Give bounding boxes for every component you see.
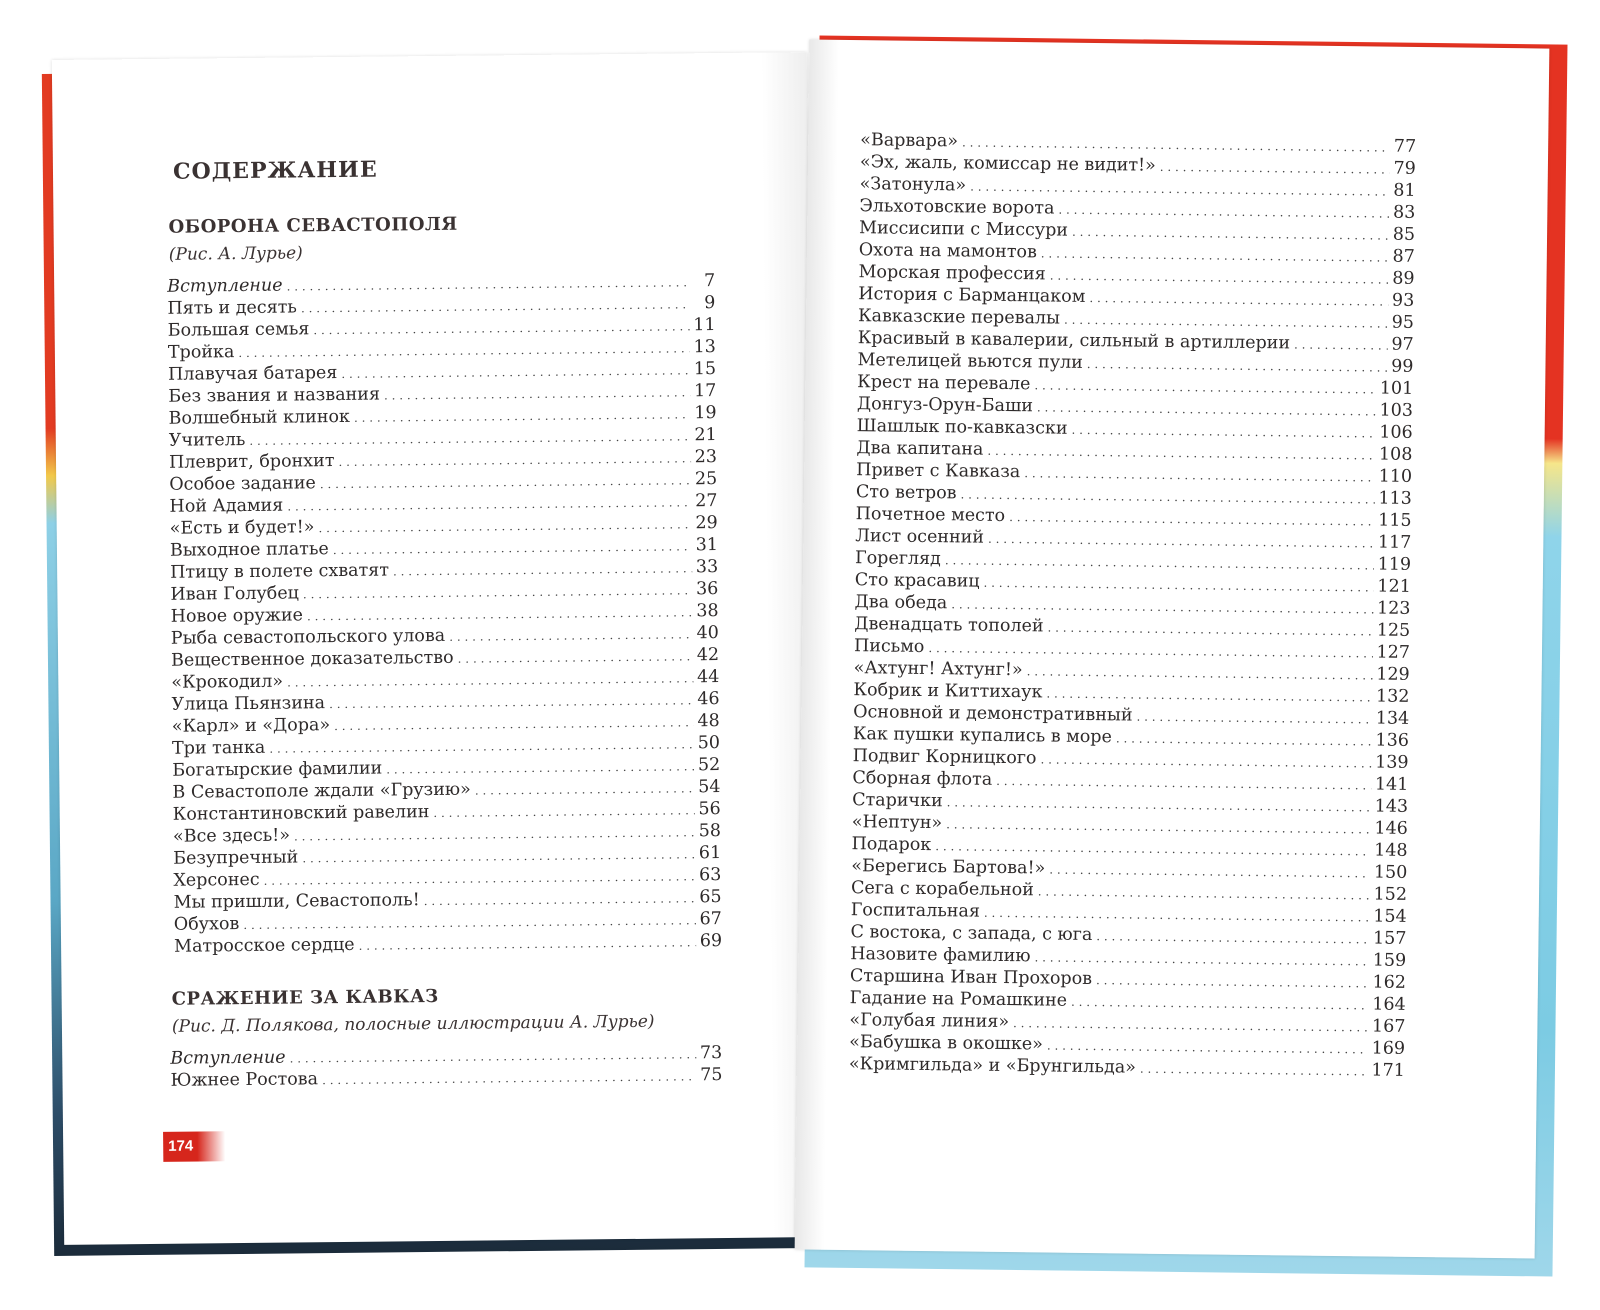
toc-entry-title: Матросское сердце <box>174 934 355 957</box>
toc-leader-dots <box>946 817 1370 836</box>
toc-leader-dots <box>313 319 689 337</box>
toc-entry-title: Лист осенний <box>855 526 985 548</box>
toc-entry-page: 157 <box>1372 928 1407 949</box>
toc-entry-page: 87 <box>1392 246 1415 267</box>
toc-entry-title: «Эх, жаль, комиссар не видит!» <box>859 152 1156 176</box>
toc-entry-page: 50 <box>697 733 721 754</box>
toc-entry-title: Богатырские фамилии <box>172 758 383 781</box>
toc-leader-dots <box>935 839 1370 858</box>
toc-leader-dots <box>341 363 690 381</box>
toc-entry-page: 65 <box>699 887 722 908</box>
toc-leader-dots <box>1096 929 1369 946</box>
toc-leader-dots <box>1034 378 1376 396</box>
toc-entry-title: Вступление <box>167 275 283 297</box>
toc-leader-dots <box>1047 1039 1368 1057</box>
toc-entry-title: Двенадцать тополей <box>854 614 1044 637</box>
toc-entry-title: «Карл» и «Дора» <box>171 715 331 737</box>
toc-entry-title: Херсонес <box>173 869 260 891</box>
toc-entry-title: Учитель <box>168 429 246 451</box>
toc-entry-page: 119 <box>1377 554 1412 575</box>
toc-entry-page: 46 <box>697 689 720 710</box>
toc-entry-page: 123 <box>1376 598 1411 619</box>
toc-leader-dots <box>970 179 1389 198</box>
toc-leader-dots <box>1136 710 1371 727</box>
toc-leader-dots <box>1013 1016 1368 1034</box>
toc-leader-dots <box>307 605 693 623</box>
toc-entry-title: Шашлык по-кавказски <box>856 416 1068 439</box>
toc-leader-dots <box>384 385 690 402</box>
toc-entry-page: 48 <box>697 711 720 732</box>
toc-entry-title: Письмо <box>853 636 925 657</box>
toc-leader-dots <box>1087 357 1387 375</box>
toc-entry-page: 113 <box>1378 488 1412 509</box>
toc-entry-page: 146 <box>1374 818 1408 839</box>
toc-entry-page: 42 <box>696 645 720 666</box>
toc-leader-dots <box>320 473 691 491</box>
toc-entry-page: 27 <box>695 491 718 512</box>
toc-entry-page: 40 <box>696 623 719 644</box>
toc-leader-dots <box>354 407 690 425</box>
toc-entry-title: «Голубая линия» <box>849 1010 1010 1033</box>
toc-entry-title: «Бабушка в окошке» <box>849 1032 1044 1055</box>
toc-entry-title: Привет с Кавказа <box>856 460 1021 483</box>
toc-entry-page: 108 <box>1378 444 1413 465</box>
toc-entry-page: 79 <box>1393 158 1417 179</box>
toc-entry-page: 148 <box>1374 840 1408 861</box>
toc-leader-dots <box>1294 337 1388 352</box>
toc-leader-dots <box>951 597 1373 616</box>
section-credit-sevastopol: (Рис. А. Лурье) <box>168 243 303 265</box>
toc-leader-dots <box>338 451 690 469</box>
toc-leader-dots <box>1047 620 1372 638</box>
toc-entry-title: Вещественное доказательство <box>171 647 454 671</box>
toc-leader-dots <box>1071 423 1375 441</box>
toc-leader-dots <box>1034 950 1368 968</box>
toc-entry-title: Ной Адамия <box>169 495 284 517</box>
toc-entry-title: «Варвара» <box>860 130 959 152</box>
toc-entry-title: Миссисипи с Миссури <box>858 218 1069 241</box>
toc-entry-title: Эльхотовские ворота <box>859 196 1055 219</box>
toc-entry-page: 99 <box>1391 356 1414 377</box>
toc-entry-page: 136 <box>1375 730 1410 751</box>
toc-leader-dots <box>1116 731 1372 748</box>
toc-entry-page: 164 <box>1372 994 1406 1015</box>
toc-entry-page: 17 <box>693 381 717 402</box>
toc-leader-dots <box>333 539 692 557</box>
toc-entry-title: История с Барманцаком <box>858 284 1086 307</box>
toc-entry-title: Константиновский равелин <box>172 802 430 825</box>
toc-leader-dots <box>1024 466 1375 484</box>
toc-leader-dots <box>1049 863 1370 881</box>
toc-leader-dots <box>1041 246 1389 264</box>
toc-entry-title: Основной и демонстративный <box>853 702 1133 726</box>
toc-entry-title: Крест на перевале <box>857 372 1031 395</box>
toc-leader-dots <box>449 627 693 644</box>
toc-leader-dots <box>1027 664 1373 682</box>
toc-entry-page: 103 <box>1379 400 1414 421</box>
toc-entry-title: Госпитальная <box>850 900 981 922</box>
toc-entry-page: 171 <box>1371 1060 1405 1081</box>
toc-entry-title: Красивый в кавалерии, сильный в артиллерии <box>857 328 1291 354</box>
toc-entry-page: 110 <box>1378 466 1413 487</box>
toc-leader-dots <box>996 774 1371 793</box>
toc-entry-page: 61 <box>698 843 722 864</box>
toc-entry-title: Мы пришли, Севастополь! <box>173 890 420 913</box>
toc-entry-title: Безупречный <box>173 847 299 869</box>
toc-entry-page: 139 <box>1375 752 1409 773</box>
toc-entry-page: 15 <box>693 359 717 380</box>
toc-entry-title: «Ахтунг! Ахтунг!» <box>853 658 1023 681</box>
toc-entry-title: Пять и десять <box>167 297 298 319</box>
toc-entry-title: Кавказские перевалы <box>857 306 1061 329</box>
toc-leader-dots <box>1046 686 1372 704</box>
toc-entry-title: Сто ветров <box>855 482 957 504</box>
toc-leader-dots <box>1140 1062 1368 1079</box>
toc-leader-dots <box>984 906 1370 925</box>
toc-entry-title: Плавучая батарея <box>168 363 338 385</box>
toc-leader-dots <box>322 1069 696 1087</box>
toc-leader-dots <box>1058 203 1389 221</box>
toc-leader-dots <box>386 759 694 776</box>
toc-leader-dots <box>424 891 696 908</box>
toc-entry-page: 58 <box>698 821 722 842</box>
left-page <box>52 52 819 1245</box>
toc-entry-page: 21 <box>694 425 717 446</box>
toc-entry-title: «Есть и будет!» <box>169 517 315 539</box>
toc-entry-title: Сто красавиц <box>854 570 980 592</box>
toc-entry-title: «Все здесь!» <box>172 825 291 847</box>
toc-leader-dots <box>960 487 1374 506</box>
toc-entry-page: 134 <box>1375 708 1410 729</box>
toc-entry-page: 38 <box>696 601 719 622</box>
toc-leader-dots <box>269 737 694 755</box>
toc-leader-dots <box>334 715 694 733</box>
toc-leader-dots <box>1064 313 1388 331</box>
toc-entry-page: 141 <box>1374 774 1409 795</box>
toc-entry-title: Назовите фамилию <box>850 944 1031 967</box>
toc-entry-title: «Нептун» <box>851 812 943 834</box>
toc-entry-page: 44 <box>696 667 720 688</box>
toc-entry-title: Почетное место <box>855 504 1006 526</box>
toc-leader-dots <box>1037 400 1376 418</box>
toc-entry-title: «Берегись Бартова!» <box>851 856 1046 879</box>
toc-entry-page: 23 <box>694 447 718 468</box>
toc-leader-dots <box>945 553 1374 572</box>
right-page <box>795 40 1550 1259</box>
section-title-sevastopol: ОБОРОНА СЕВАСТОПОЛЯ <box>168 213 458 238</box>
toc-leader-dots <box>243 913 695 932</box>
toc-leader-dots <box>294 825 695 843</box>
toc-entry-title: «Крокодил» <box>171 671 284 693</box>
toc-entry-title: С востока, с запада, с юга <box>850 922 1093 946</box>
toc-entry-page: 36 <box>696 579 719 600</box>
toc-entry-page: 154 <box>1373 906 1407 927</box>
toc-entry-page: 75 <box>700 1065 723 1086</box>
toc-entry-page: 63 <box>699 865 722 886</box>
toc-entry-page: 162 <box>1372 972 1407 993</box>
toc-entry-page: 93 <box>1391 290 1415 311</box>
toc-leader-dots <box>1038 884 1370 902</box>
toc-entry-title: Южнее Ростова <box>170 1069 319 1091</box>
toc-entry <box>170 1065 722 1093</box>
toc-entry-page: 56 <box>698 799 721 820</box>
toc-leader-dots <box>359 935 696 953</box>
toc-entry-title: «Затонула» <box>859 174 967 196</box>
contents-heading: СОДЕРЖАНИЕ <box>172 156 378 185</box>
toc-entry-page: 7 <box>703 271 716 292</box>
toc-leader-dots <box>1096 973 1369 990</box>
toc-leader-dots <box>303 583 692 601</box>
section-credit-caucasus: (Рис. Д. Полякова, полосные иллюстрации А. Лурье) <box>171 1011 655 1037</box>
toc-leader-dots <box>983 576 1373 595</box>
toc-entry-title: Волшебный клинок <box>168 406 351 429</box>
toc-entry-title: Большая семья <box>167 319 310 341</box>
toc-entry-title: Вступление <box>170 1047 286 1069</box>
toc-entry-title: Без звания и названия <box>168 384 381 407</box>
section-title-caucasus: СРАЖЕНИЕ ЗА КАВКАЗ <box>171 985 439 1010</box>
toc-entry-title: Новое оружие <box>170 605 304 627</box>
toc-leader-dots <box>928 641 1372 660</box>
toc-leader-dots <box>1009 510 1374 528</box>
toc-leader-dots <box>286 275 689 293</box>
toc-leader-dots <box>264 869 696 888</box>
toc-leader-dots <box>475 781 695 797</box>
toc-entry-page: 52 <box>697 755 721 776</box>
toc-leader-dots <box>962 135 1390 154</box>
toc-entry-title: Сега с корабельной <box>850 878 1034 901</box>
toc-entry-page: 33 <box>695 557 719 578</box>
toc-entry-title: Особое задание <box>169 473 316 495</box>
toc-entry-page: 67 <box>699 909 722 930</box>
toc-list-caucasus <box>170 1043 722 1093</box>
toc-leader-dots <box>947 795 1371 814</box>
toc-entry-title: Охота на мамонтов <box>858 240 1037 263</box>
toc-entry-page: 97 <box>1391 334 1414 355</box>
toc-entry-page: 132 <box>1375 686 1410 707</box>
toc-entry-page: 159 <box>1372 950 1407 971</box>
toc-entry-title: Два капитана <box>856 438 984 460</box>
toc-entry-page: 54 <box>698 777 721 798</box>
toc-entry-page: 106 <box>1379 422 1413 443</box>
toc-entry-title: Кобрик и Киттихаук <box>853 680 1043 703</box>
toc-entry-title: Горегляд <box>854 548 941 570</box>
toc-leader-dots <box>1160 160 1390 177</box>
toc-entry-page: 167 <box>1371 1016 1406 1037</box>
toc-entry-page: 9 <box>704 293 716 314</box>
toc-entry-title: В Севастополе ждали «Грузию» <box>172 779 471 803</box>
toc-entry-page: 150 <box>1373 862 1408 883</box>
toc-leader-dots <box>458 649 693 665</box>
toc-entry-title: «Кримгильда» и «Брунгильда» <box>848 1054 1137 1078</box>
toc-entry-page: 83 <box>1392 202 1416 223</box>
toc-leader-dots <box>318 517 691 535</box>
toc-entry-title: Плеврит, бронхит <box>168 451 335 473</box>
toc-entry-page: 129 <box>1376 664 1410 685</box>
toc-entry <box>174 931 722 959</box>
toc-leader-dots <box>1072 225 1389 243</box>
toc-entry-page: 31 <box>695 535 719 556</box>
toc-entry-title: Подарок <box>851 834 932 856</box>
toc-entry-page: 89 <box>1392 268 1415 289</box>
toc-entry-page: 95 <box>1391 312 1415 333</box>
toc-entry-title: Выходное платье <box>169 539 329 561</box>
toc-leader-dots <box>290 1047 696 1065</box>
toc-entry-title: Тройка <box>167 342 235 363</box>
toc-entry-page: 69 <box>699 931 723 952</box>
toc-entry-page: 127 <box>1376 642 1411 663</box>
toc-entry-page: 25 <box>694 469 718 490</box>
toc-leader-dots <box>1040 752 1371 770</box>
toc-entry-page: 19 <box>694 403 717 424</box>
toc-leader-dots <box>1071 995 1368 1013</box>
toc-entry-page: 81 <box>1393 180 1416 201</box>
toc-entry-page: 11 <box>693 315 716 336</box>
toc-entry-page: 169 <box>1371 1038 1406 1059</box>
toc-entry-title: Старички <box>852 790 943 812</box>
toc-entry-page: 125 <box>1376 620 1411 641</box>
toc-entry-page: 29 <box>695 513 718 534</box>
toc-entry-title: Обухов <box>173 914 240 935</box>
toc-entry-page: 85 <box>1392 224 1416 245</box>
toc-entry-title: Подвиг Корницкого <box>852 746 1037 769</box>
toc-entry-page: 121 <box>1377 576 1411 597</box>
toc-entry-title: Гадание на Ромашкине <box>849 988 1068 1011</box>
toc-entry-title: Метелицей вьются пули <box>857 350 1083 373</box>
toc-entry-title: Иван Голубец <box>170 583 299 605</box>
toc-entry-title: Донгуз-Орун-Баши <box>856 394 1034 417</box>
toc-leader-dots <box>238 341 689 360</box>
toc-entry-title: Рыба севастопольского улова <box>170 625 446 649</box>
toc-entry-title: Как пушки купались в море <box>852 724 1113 748</box>
toc-leader-dots <box>987 444 1375 463</box>
toc-entry-page: 152 <box>1373 884 1408 905</box>
toc-entry-title: Птицу в полете схватят <box>170 560 390 583</box>
toc-leader-dots <box>302 847 695 865</box>
toc-entry-page: 13 <box>693 337 716 358</box>
toc-list-sevastopol <box>167 271 722 959</box>
toc-entry-page: 115 <box>1378 510 1412 531</box>
toc-entry-title: Улица Пьянзина <box>171 693 326 715</box>
toc-leader-dots <box>393 561 692 578</box>
toc-entry-page: 77 <box>1393 136 1417 157</box>
toc-leader-dots <box>287 495 691 513</box>
toc-entry-page: 143 <box>1374 796 1409 817</box>
toc-entry-title: Старшина Иван Прохоров <box>849 966 1093 990</box>
toc-leader-dots <box>329 693 693 711</box>
page-number-badge: 174 <box>163 1131 225 1162</box>
toc-entry-page: 117 <box>1377 532 1412 553</box>
toc-entry-title: Два обеда <box>854 592 948 614</box>
toc-leader-dots <box>301 297 690 315</box>
toc-entry-title: Три танка <box>171 737 266 759</box>
toc-leader-dots <box>249 429 690 448</box>
toc-list-right <box>849 130 1417 1083</box>
toc-entry-title: Сборная флота <box>852 768 993 790</box>
toc-leader-dots <box>433 803 694 820</box>
toc-entry-page: 73 <box>699 1043 723 1064</box>
toc-entry-page: 101 <box>1379 378 1414 399</box>
toc-leader-dots <box>287 671 693 689</box>
toc-leader-dots <box>1089 291 1388 309</box>
toc-leader-dots <box>988 532 1374 551</box>
toc-entry-title: Морская профессия <box>858 262 1046 285</box>
toc-leader-dots <box>1050 268 1389 286</box>
